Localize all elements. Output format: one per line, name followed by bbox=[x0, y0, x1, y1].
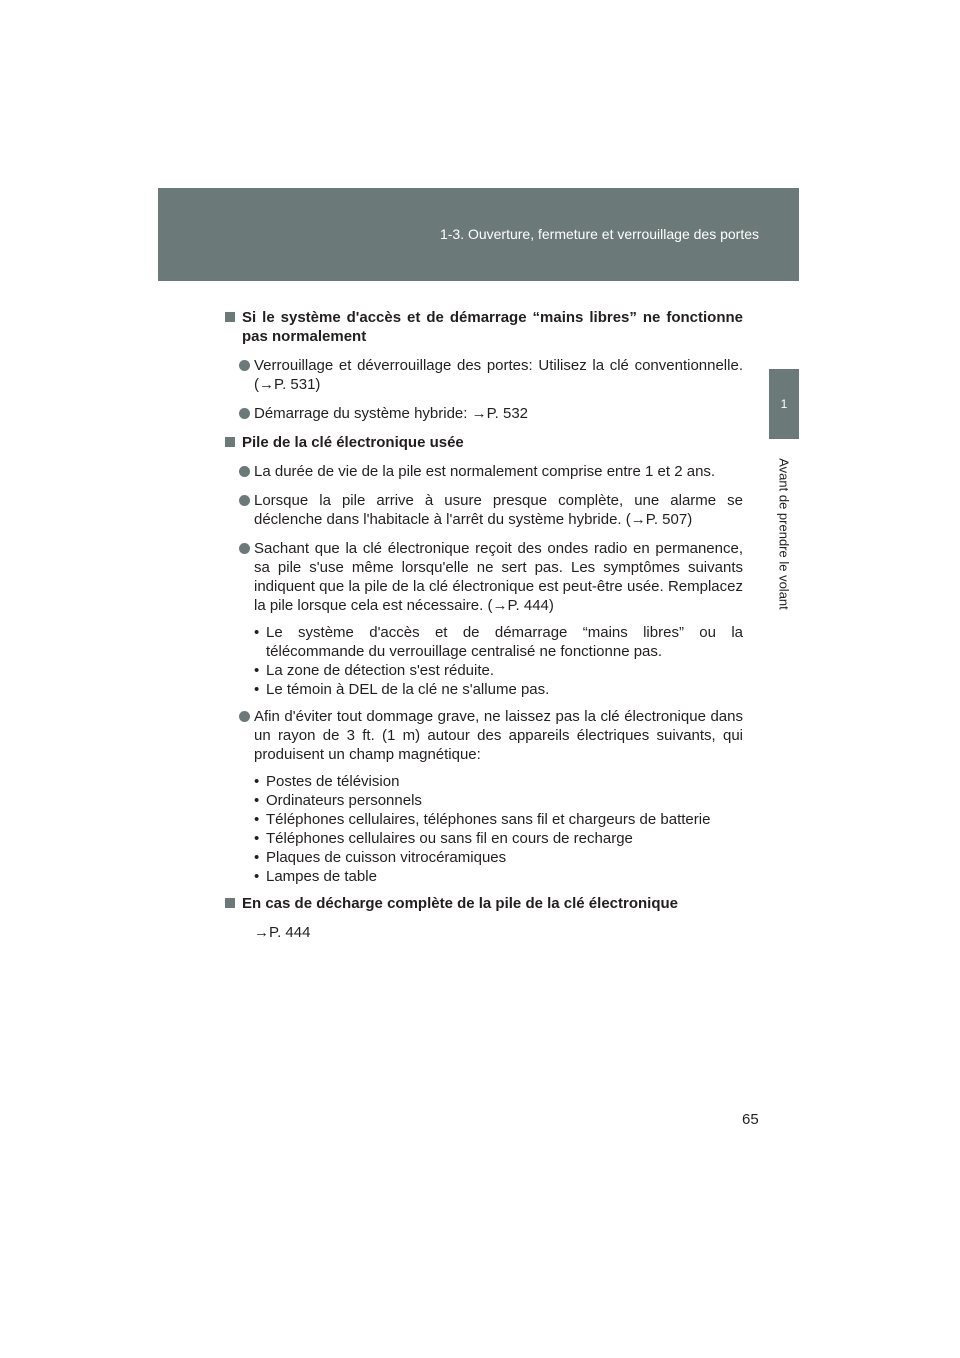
bullet-text: Verrouillage et déverrouillage des portes: Utilisez la clé conventionnelle. (→P. 531) bbox=[254, 357, 743, 393]
bullet-dot-icon bbox=[239, 711, 250, 722]
list-item-text: Le témoin à DEL de la clé ne s'allume pas. bbox=[266, 681, 550, 698]
list-item-text: Ordinateurs personnels bbox=[266, 792, 422, 809]
section-heading-mains-libres bbox=[225, 308, 743, 346]
square-marker-icon bbox=[225, 312, 235, 322]
section-heading-pile-usee bbox=[225, 433, 743, 452]
bullet-dot-icon bbox=[239, 543, 250, 554]
list-item-text: Téléphones cellulaires, téléphones sans fil et chargeurs de batterie bbox=[266, 811, 711, 828]
bullet-text: Lorsque la pile arrive à usure presque complète, une alarme se déclenche dans l'habitacle à l'arrêt du système hybride. (→P. 507) bbox=[254, 492, 743, 528]
list-item bbox=[254, 791, 743, 810]
bullet-dot-icon bbox=[239, 466, 250, 477]
page-reference: →P. 444 bbox=[254, 924, 311, 941]
list-item-text: Lampes de table bbox=[266, 868, 377, 885]
list-item bbox=[254, 680, 743, 699]
list-item bbox=[254, 623, 743, 661]
list-item bbox=[254, 867, 743, 886]
list-item-text: Le système d'accès et de démarrage “mains libres” ou la télécommande du verrouillage centralisé ne fonctionne pas. bbox=[266, 624, 743, 660]
page-number: 65 bbox=[742, 1111, 759, 1128]
bullet-text: Démarrage du système hybride: →P. 532 bbox=[254, 405, 529, 422]
bullet-dot-icon bbox=[239, 495, 250, 506]
bullet-small-icon: • bbox=[254, 868, 260, 885]
chapter-number: 1 bbox=[780, 397, 788, 411]
chapter-label: Avant de prendre le volant bbox=[776, 458, 792, 610]
heading-text: Si le système d'accès et de démarrage “mains libres” ne fonctionne pas normalement bbox=[242, 309, 743, 345]
devices-list bbox=[225, 772, 743, 886]
bullet-item bbox=[225, 707, 743, 764]
square-marker-icon bbox=[225, 898, 235, 908]
section-heading-decharge bbox=[225, 894, 743, 913]
header-band bbox=[158, 188, 799, 281]
bullet-item bbox=[225, 462, 743, 481]
list-item bbox=[254, 661, 743, 680]
section-header-title: 1-3. Ouverture, fermeture et verrouillage des portes bbox=[439, 226, 759, 242]
bullet-item bbox=[225, 539, 743, 615]
chapter-tab bbox=[769, 369, 799, 439]
bullet-small-icon: • bbox=[254, 624, 260, 641]
page-content bbox=[225, 308, 743, 942]
bullet-text: Sachant que la clé électronique reçoit des ondes radio en permanence, sa pile s'use même lorsqu'elle ne sert pas. Les symptômes suivants indiquent que la pile de la clé électronique est peut-être usée. Remplacez la pile lorsque cela est nécessaire. (→P. 444) bbox=[254, 540, 743, 614]
bullet-small-icon: • bbox=[254, 681, 260, 698]
bullet-small-icon: • bbox=[254, 849, 260, 866]
list-item-text: La zone de détection s'est réduite. bbox=[266, 662, 495, 679]
bullet-item bbox=[225, 356, 743, 394]
bullet-item bbox=[225, 491, 743, 529]
bullet-text: La durée de vie de la pile est normalement comprise entre 1 et 2 ans. bbox=[254, 463, 716, 480]
list-item-text: Postes de télévision bbox=[266, 773, 400, 790]
bullet-text: Afin d'éviter tout dommage grave, ne laissez pas la clé électronique dans un rayon de 3 ft. (1 m) autour des appareils électriques suivants, qui produisent un champ magnétique: bbox=[254, 708, 743, 763]
symptoms-list bbox=[225, 623, 743, 699]
list-item bbox=[254, 772, 743, 791]
list-item-text: Téléphones cellulaires ou sans fil en cours de recharge bbox=[266, 830, 633, 847]
bullet-small-icon: • bbox=[254, 830, 260, 847]
bullet-dot-icon bbox=[239, 360, 250, 371]
heading-text: En cas de décharge complète de la pile de la clé électronique bbox=[242, 895, 678, 912]
list-item bbox=[254, 848, 743, 867]
bullet-small-icon: • bbox=[254, 792, 260, 809]
square-marker-icon bbox=[225, 437, 235, 447]
bullet-small-icon: • bbox=[254, 662, 260, 679]
bullet-small-icon: • bbox=[254, 773, 260, 790]
bullet-item bbox=[225, 404, 743, 423]
heading-text: Pile de la clé électronique usée bbox=[242, 434, 464, 451]
bullet-dot-icon bbox=[239, 408, 250, 419]
list-item-text: Plaques de cuisson vitrocéramiques bbox=[266, 849, 507, 866]
list-item bbox=[254, 829, 743, 848]
bullet-small-icon: • bbox=[254, 811, 260, 828]
list-item bbox=[254, 810, 743, 829]
